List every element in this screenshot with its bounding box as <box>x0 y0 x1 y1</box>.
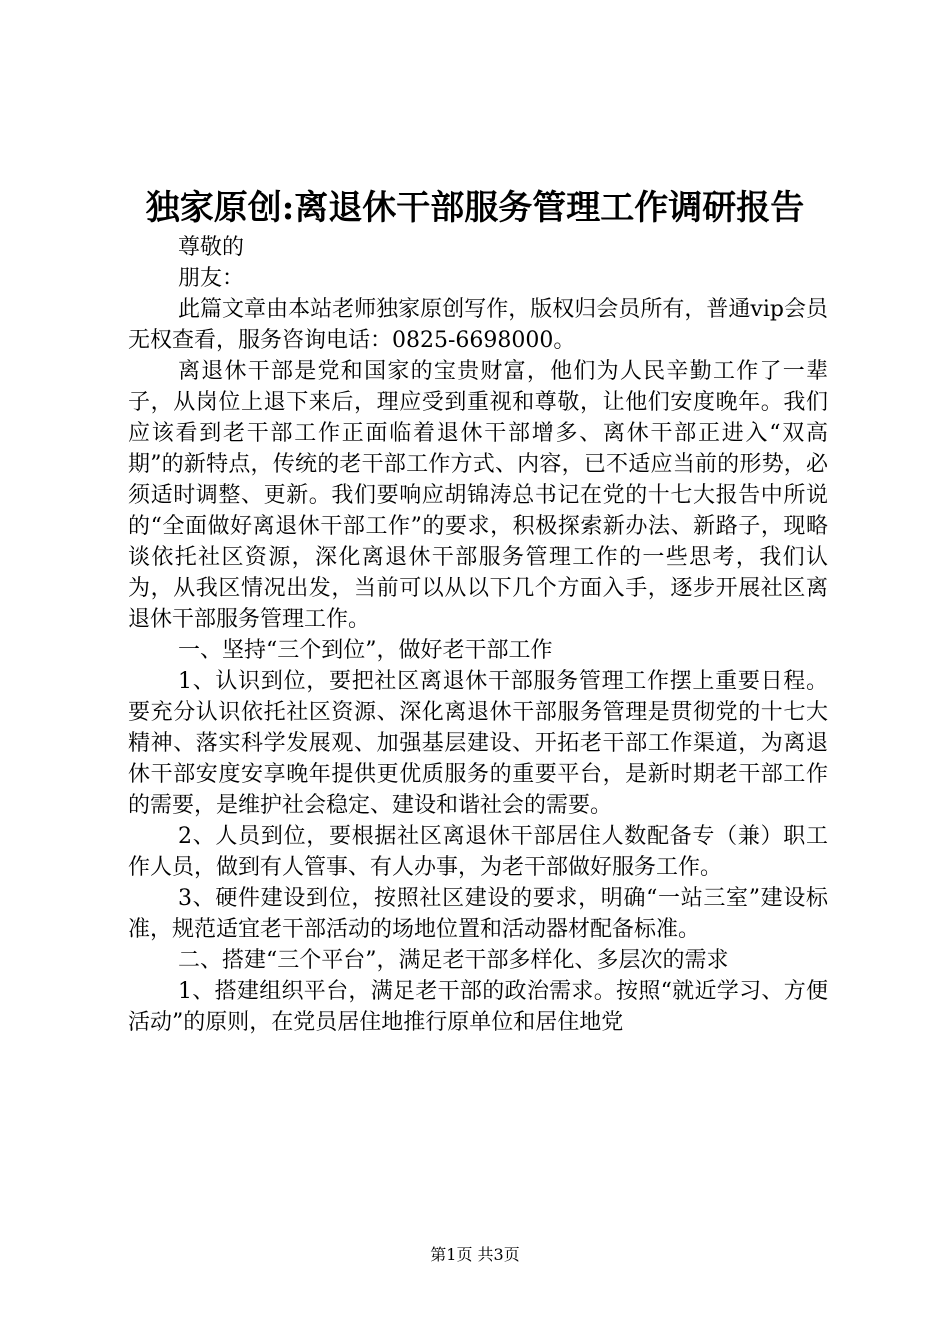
paragraph-item-1-3: 3、硬件建设到位，按照社区建设的要求，明确“一站三室”建设标准，规范适宜老干部活动的场地位置和活动器材配备标准。 <box>128 886 828 942</box>
paragraph-notice: 此篇文章由本站老师独家原创写作，版权归会员所有，普通vip会员无权查看，服务咨询电话：0825-6698000。 <box>128 297 828 353</box>
paragraph-intro: 离退休干部是党和国家的宝贵财富，他们为人民辛勤工作了一辈子，从岗位上退下来后，理应受到重视和尊敬，让他们安度晚年。我们应该看到老干部工作正面临着退休干部增多、离休干部正进入“双高期”的新特点，传统的老干部工作方式、内容，已不适应当前的形势，必须适时调整、更新。我们要响应胡锦涛总书记在党的十七大报告中所说的“全面做好离退休干部工作”的要求，积极探索新办法、新路子，现略谈依托社区资源，深化离退休干部服务管理工作的一些思考，我们认为，从我区情况出发，当前可以从以下几个方面入手，逐步开展社区离退休干部服务管理工作。 <box>128 359 828 632</box>
section-heading-1: 一、坚持“三个到位”，做好老干部工作 <box>178 638 553 663</box>
document-body <box>128 232 828 1038</box>
paragraph-item-2-1: 1、搭建组织平台，满足老干部的政治需求。按照“就近学习、方便活动”的原则，在党员居住地推行原单位和居住地党 <box>128 979 828 1035</box>
paragraph-item-1-2: 2、人员到位，要根据社区离退休干部居住人数配备专（兼）职工作人员，做到有人管事、有人办事，为老干部做好服务工作。 <box>128 824 828 880</box>
document-title: 独家原创:离退休干部服务管理工作调研报告 <box>145 188 805 228</box>
section-heading-2: 二、搭建“三个平台”，满足老干部多样化、多层次的需求 <box>178 948 729 973</box>
greeting-line-1: 尊敬的 <box>178 235 245 260</box>
paragraph-item-1-1: 1、认识到位，要把社区离退休干部服务管理工作摆上重要日程。要充分认识依托社区资源、深化离退休干部服务管理是贯彻党的十七大精神、落实科学发展观、加强基层建设、开拓老干部工作渠道，为离退休干部安度安享晚年提供更优质服务的重要平台，是新时期老干部工作的需要，是维护社会稳定、建设和谐社会的需要。 <box>128 669 828 818</box>
page-footer: 第1页 共3页 <box>430 1245 520 1264</box>
greeting-line-2: 朋友： <box>178 266 245 291</box>
